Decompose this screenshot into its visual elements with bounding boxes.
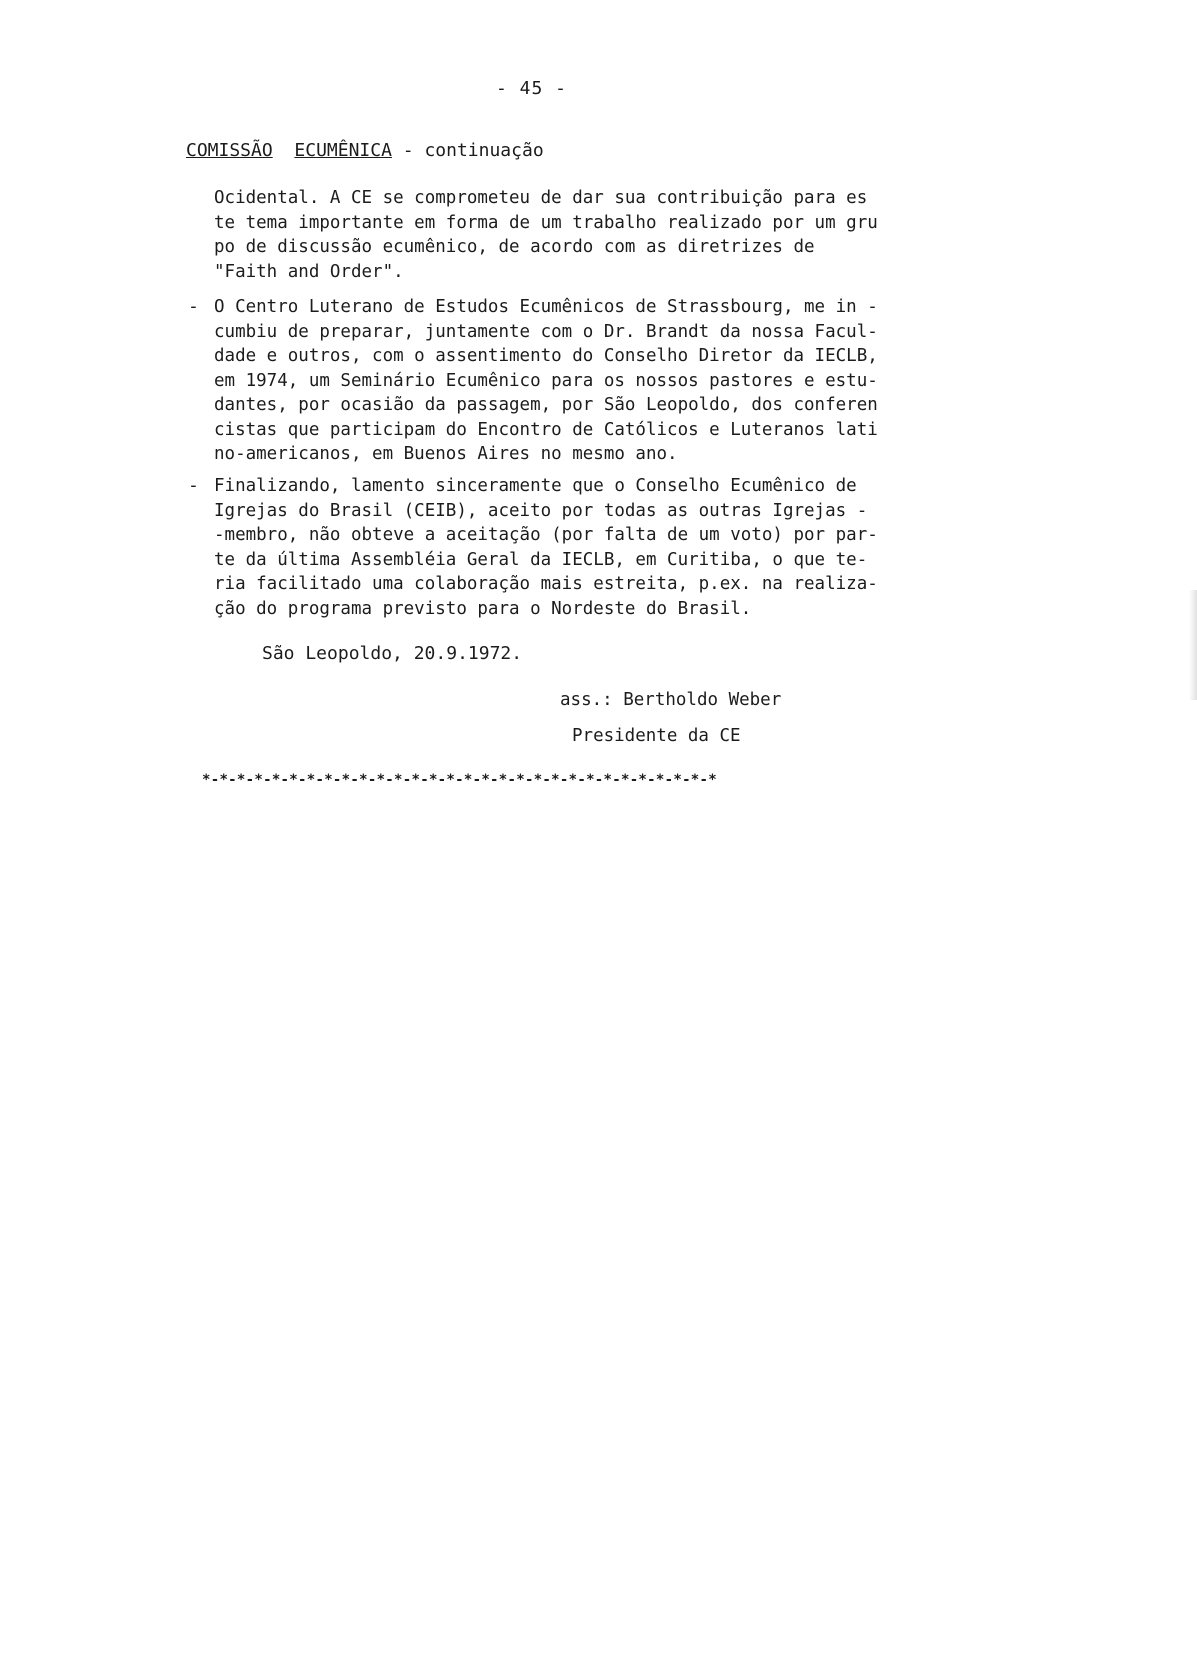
- separator-line: *-*-*-*-*-*-*-*-*-*-*-*-*-*-*-*-*-*-*-*-*-*-*-*-*-*-*-*-*-*: [202, 772, 717, 788]
- paragraph-2: O Centro Luterano de Estudos Ecumênicos de Strassbourg, me in - cumbiu de preparar, juntamente com o Dr. Brandt da nossa Facul- dade e outros, com o assentimento do Conselho Diretor da IECLB, em 1974, um Seminário Ecumênico para os nossos pastores e estu- dantes, por ocasião da passagem, por São Leopoldo, dos conferen cistas que participam do Encontro de Católicos e Luteranos lati no-americanos, em Buenos Aires no mesmo ano.: [214, 297, 878, 464]
- signature-line: ass.: Bertholdo Weber: [560, 690, 782, 710]
- bullet-2: -: [188, 296, 199, 317]
- signatory-role: Presidente da CE: [572, 726, 741, 746]
- paragraph-3: Finalizando, lamento sinceramente que o Conselho Ecumênico de Igrejas do Brasil (CEIB), aceito por todas as outras Igrejas - -membro, não obteve a aceitação (por falta de um voto) por par- te da última Assembléia Geral da IECLB, em Curitiba, o que te- ria facilitado uma colaboração mais estreita, p.ex. na realiza- ção do programa previsto para o Nordeste do Brasil.: [214, 476, 878, 619]
- scan-edge-shadow: [1189, 590, 1197, 700]
- page-number: - 45 -: [496, 78, 568, 99]
- heading-word-2: ECUMÊNICA: [294, 140, 392, 161]
- paragraph-1: Ocidental. A CE se comprometeu de dar sua contribuição para es te tema importante em forma de um trabalho realizado por um gru po de discussão ecumênico, de acordo com as diretrizes de "Faith and Order".: [214, 188, 878, 282]
- section-heading: [186, 140, 544, 161]
- heading-word-1: COMISSÃO: [186, 140, 273, 161]
- heading-suffix: - continuação: [391, 140, 544, 161]
- bullet-3: -: [188, 475, 199, 496]
- place-date: São Leopoldo, 20.9.1972.: [262, 643, 523, 664]
